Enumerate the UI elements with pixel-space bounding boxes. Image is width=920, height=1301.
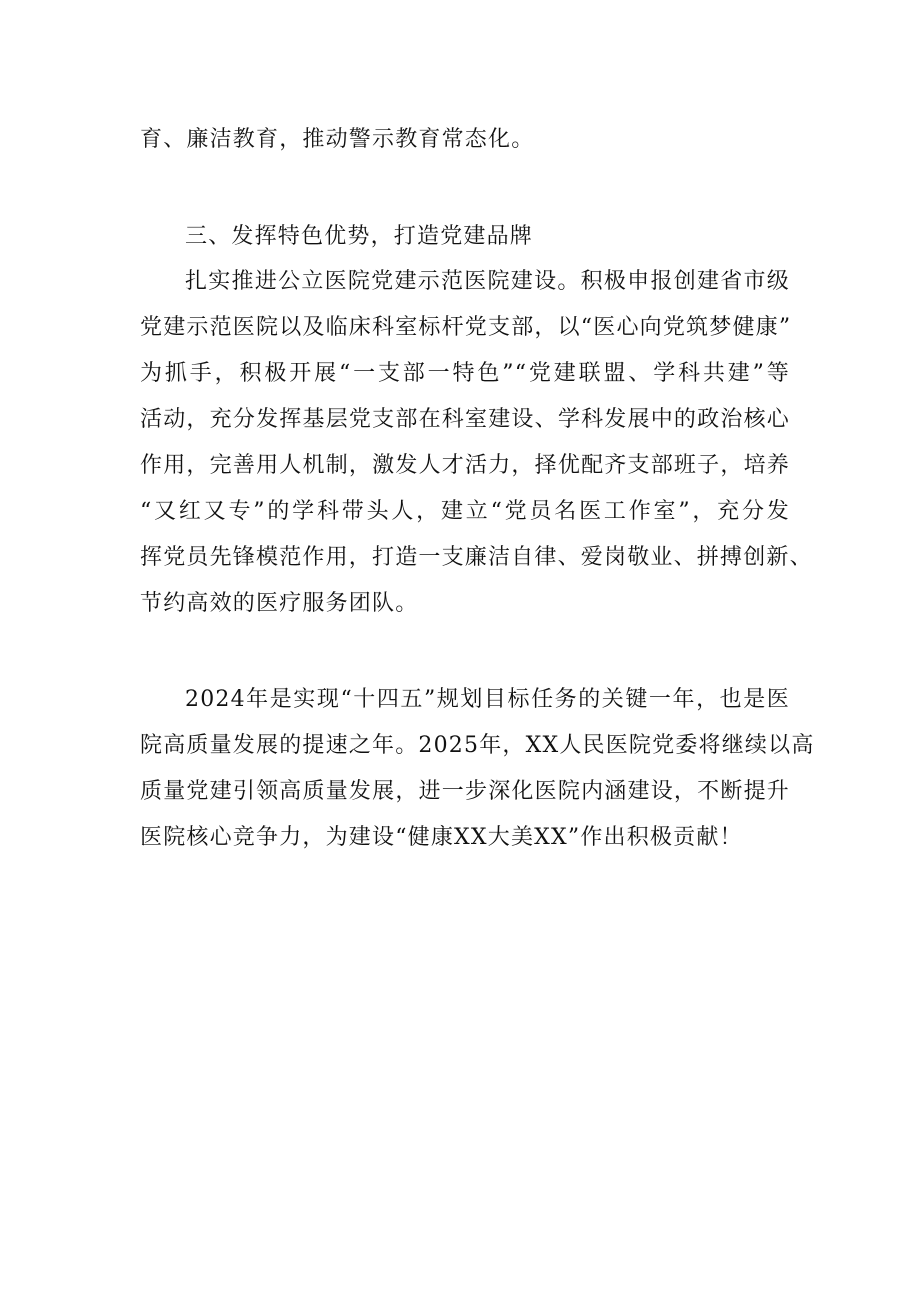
paragraph-line: “又红又专”的学科带头人，建立“党员名医工作室”，充分发: [140, 499, 790, 524]
paragraph-line: 节约高效的医疗服务团队。: [140, 591, 419, 616]
paragraph-line: 扎实推进公立医院党建示范医院建设。积极申报创建省市级: [185, 269, 790, 294]
paragraph-line: 为抓手，积极开展“一支部一特色”“党建联盟、学科共建”等: [140, 361, 790, 386]
paragraph-line: 医院核心竞争力，为建设“健康XX大美XX”作出积极贡献！: [140, 825, 743, 850]
paragraph-line: 活动，充分发挥基层党支部在科室建设、学科发展中的政治核心: [140, 407, 790, 432]
section-heading: 三、发挥特色优势，打造党建品牌: [185, 224, 534, 249]
paragraph-continuation-line: 育、廉洁教育，推动警示教育常态化。: [140, 127, 535, 152]
paragraph-line: 院高质量发展的提速之年。2025年，XX人民医院党委将继续以高: [140, 733, 815, 758]
paragraph-line: 党建示范医院以及临床科室标杆党支部，以“医心向党筑梦健康”: [140, 315, 792, 340]
paragraph-line: 作用，完善用人机制，激发人才活力，择优配齐支部班子，培养: [140, 453, 790, 478]
paragraph-line: 2024年是实现“十四五”规划目标任务的关键一年，也是医: [185, 687, 790, 712]
paragraph-line: 质量党建引领高质量发展，进一步深化医院内涵建设，不断提升: [140, 779, 790, 804]
paragraph-line: 挥党员先锋模范作用，打造一支廉洁自律、爱岗敬业、拼搏创新、: [140, 545, 813, 570]
